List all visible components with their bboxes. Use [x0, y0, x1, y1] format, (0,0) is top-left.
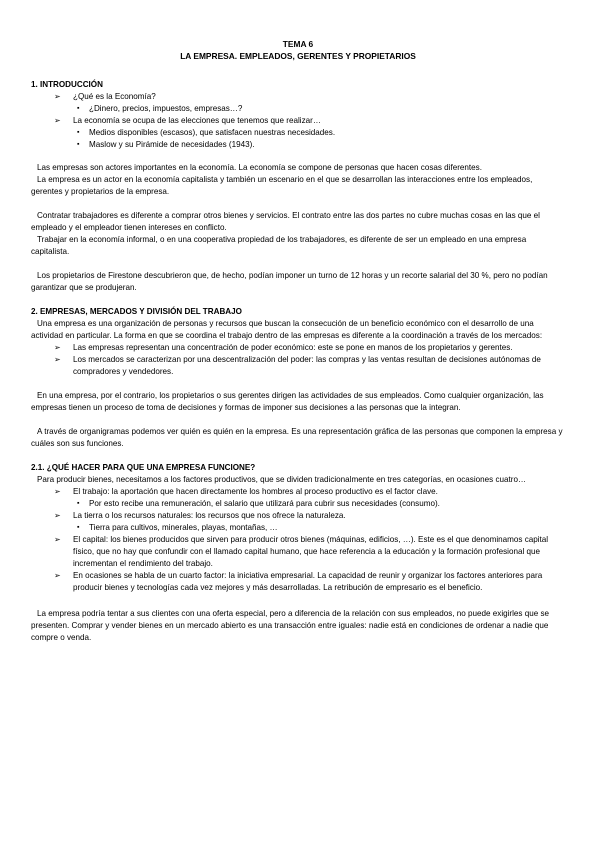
arrow-bullet-icon: ➢	[54, 343, 61, 352]
paragraph: A través de organigramas podemos ver quién es quién en la empresa. Es una representación gráfica de las personas que componen la empresa y cuáles son sus funciones.	[31, 427, 563, 448]
square-bullet-icon: ▪	[77, 105, 80, 112]
square-bullet-icon: ▪	[77, 524, 80, 531]
list-item: ➢ En ocasiones se habla de un cuarto factor: la iniciativa empresarial. La capacidad de reunir y organizar los factores anteriores para producir bienes y tecnologías cada vez mejores y más desarrolladas. La retribución de empresario es el beneficio.	[54, 571, 543, 592]
paragraph: Contratar trabajadores es diferente a comprar otros bienes y servicios. El contrato entre las dos partes no cubre muchas cosas en las que el empleado y el empleador tienen intereses en conflicto.	[31, 211, 540, 232]
arrow-bullet-icon: ➢	[54, 571, 61, 580]
list-item: ➢ El capital: los bienes producidos que sirven para producir otros bienes (máquinas, edificios, …). Este es el que denominamos capital físico, que no hay que confundir con el llamado capital humano, que hace referencia a la educación y la formación profesional que incrementan el rendimiento del trabajo.	[54, 535, 549, 568]
heading-empresas-mercados: 2. EMPRESAS, MERCADOS Y DIVISIÓN DEL TRABAJO	[31, 307, 242, 316]
arrow-bullet-icon: ➢	[54, 92, 61, 101]
list-item: ➢ La tierra o los recursos naturales: los recursos que nos ofrece la naturaleza.	[54, 511, 346, 520]
document-body	[31, 38, 565, 644]
arrow-bullet-icon: ➢	[54, 535, 61, 544]
sub-list-item: ▪ Maslow y su Pirámide de necesidades (1943).	[77, 140, 255, 149]
square-bullet-icon: ▪	[77, 500, 80, 507]
sub-list-item: ▪ Por esto recibe una remuneración, el salario que utilizará para cubrir sus necesidades (consumo).	[77, 499, 440, 508]
list-item: ➢ Las empresas representan una concentración de poder económico: este se pone en manos de los propietarios y gerentes.	[54, 343, 513, 352]
paragraph: La empresa podría tentar a sus clientes con una oferta especial, pero a diferencia de la relación con sus empleados, no puede exigirles que se presenten. Comprar y vender bienes en un mercado abierto es una transacción entre iguales: nadie está en condiciones de ordenar a nadie que compre o venda.	[31, 609, 550, 642]
list-item: ➢ ¿Qué es la Economía?	[54, 92, 156, 101]
sub-list-item: ▪ ¿Dinero, precios, impuestos, empresas…?	[77, 104, 243, 113]
heading-introduccion: 1. INTRODUCCIÓN	[31, 80, 103, 89]
arrow-bullet-icon: ➢	[54, 116, 61, 125]
sub-list-item: ▪ Tierra para cultivos, minerales, playas, montañas, …	[77, 523, 278, 532]
arrow-bullet-icon: ➢	[54, 487, 61, 496]
title-line-1: TEMA 6	[282, 39, 314, 49]
paragraph: Los propietarios de Firestone descubrieron que, de hecho, podían imponer un turno de 12 horas y un recorte salarial del 30 %, pero no podían garantizar que se produjeran.	[31, 271, 548, 292]
list-item: ➢ Los mercados se caracterizan por una descentralización del poder: las compras y las ventas resultan de decisiones autónomas de compradores y vendedores.	[54, 355, 541, 376]
square-bullet-icon: ▪	[77, 141, 80, 148]
sub-list-item: ▪ Medios disponibles (escasos), que satisfacen nuestras necesidades.	[77, 128, 336, 137]
heading-que-hacer: 2.1. ¿QUÉ HACER PARA QUE UNA EMPRESA FUNCIONE?	[31, 463, 256, 472]
title-line-2: LA EMPRESA. EMPLEADOS, GERENTES Y PROPIETARIOS	[180, 51, 416, 61]
list-item: ➢ La economía se ocupa de las elecciones que tenemos que realizar…	[54, 116, 321, 125]
paragraph: La empresa es un actor en la economía capitalista y también un escenario en el que se desarrollan las interacciones entre los empleados, gerentes y propietarios de la empresa.	[31, 175, 533, 196]
paragraph: Una empresa es una organización de personas y recursos que buscan la consecución de un beneficio económico con el desarrollo de una actividad en particular. La forma en que se coordina el trabajo dentro de las empresas es diferente a la coordinación a través de los mercados:	[31, 319, 543, 340]
list-item: ➢ El trabajo: la aportación que hacen directamente los hombres al proceso productivo es el factor clave.	[54, 487, 438, 496]
paragraph: Las empresas son actores importantes en la economía. La economía se compone de personas que hacen cosas diferentes.	[37, 163, 482, 172]
paragraph: Para producir bienes, necesitamos a los factores productivos, que se dividen tradicionalmente en tres categorías, en ocasiones cuatro…	[37, 475, 527, 484]
square-bullet-icon: ▪	[77, 129, 80, 136]
arrow-bullet-icon: ➢	[54, 355, 61, 364]
arrow-bullet-icon: ➢	[54, 511, 61, 520]
paragraph: En una empresa, por el contrario, los propietarios o sus gerentes dirigen las actividades de sus empleados. Como cualquier organización, las empresas tienen un proceso de toma de decisiones y formas de imponer sus decisiones a las personas que la integran.	[31, 391, 544, 412]
paragraph: Trabajar en la economía informal, o en una cooperativa propiedad de los trabajadores, es diferente de ser un empleado en una empresa capitalista.	[31, 235, 527, 256]
